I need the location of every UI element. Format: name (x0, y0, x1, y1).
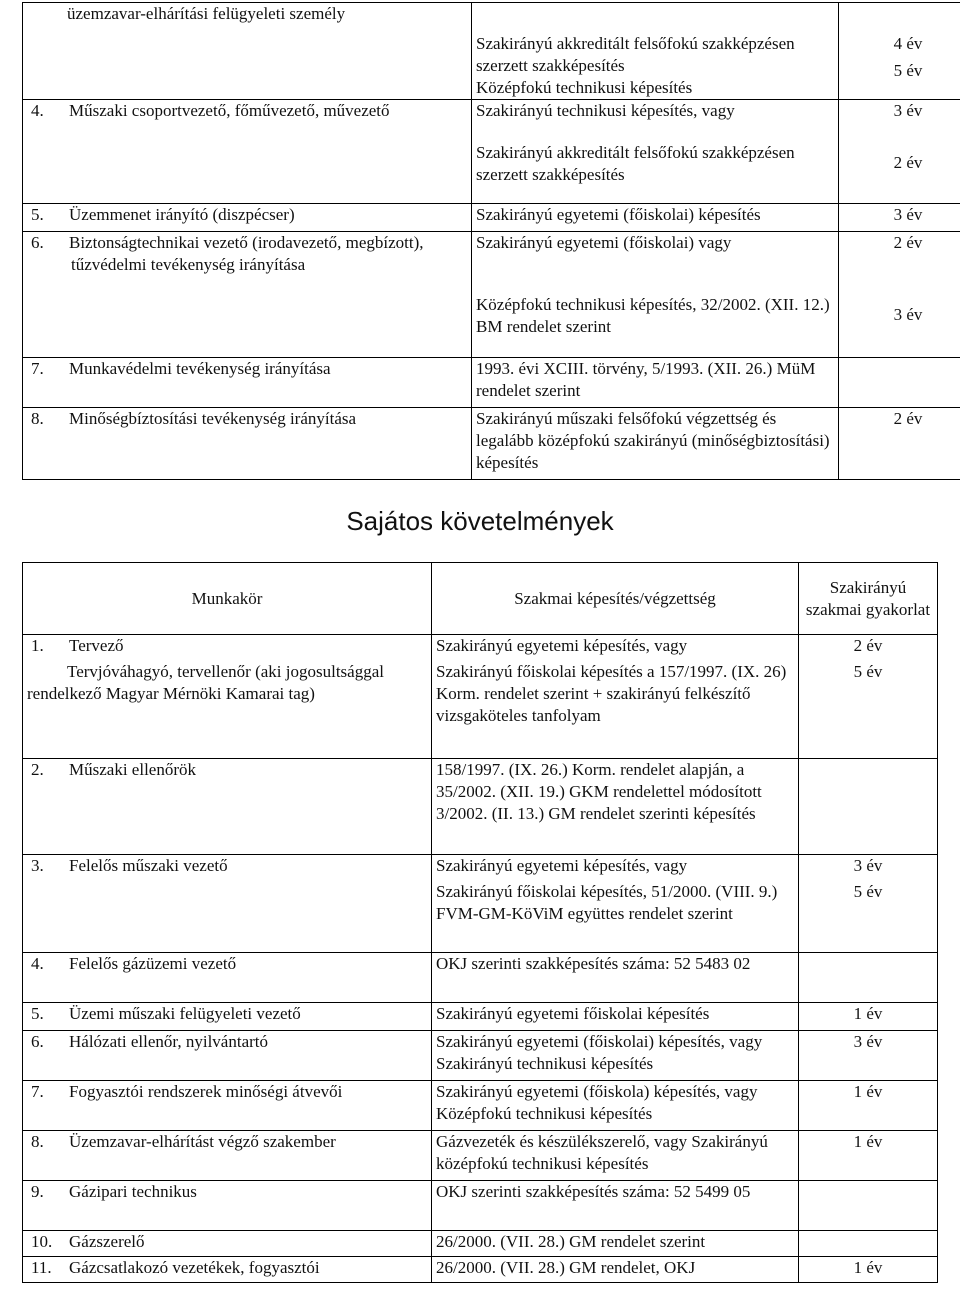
qualification-text: Szakirányú akkreditált felsőfokú szakképzésen szerzett szakképesítés (476, 34, 795, 75)
job-cell (23, 358, 472, 408)
qualification-text: Szakirányú műszaki felsőfokú végzettség és legalább középfokú szakirányú (minőségbiztosítási) képesítés (476, 409, 830, 472)
table-row (23, 1031, 938, 1081)
job-cell (23, 953, 432, 1003)
qualification-cell (472, 3, 839, 100)
job-title: Hálózati ellenőr, nyilvántartó (69, 1032, 268, 1051)
job-cell (23, 855, 432, 953)
job-cell (23, 1081, 432, 1131)
row-number: 5. (31, 1004, 44, 1023)
table-header-row (23, 563, 938, 635)
row-number: 10. (31, 1232, 53, 1251)
job-cell (23, 1003, 432, 1031)
job-subtitle-text: Tervjóváhagyó, tervellenőr (aki jogosultsággal rendelkező Magyar Mérnöki Kamarai tag) (27, 662, 384, 703)
job-title: Gázipari technikus (69, 1182, 197, 1201)
experience-cell (799, 855, 938, 953)
qualification-text: Szakirányú technikusi képesítés, vagy (476, 101, 735, 120)
experience-value: 3 év (853, 1032, 883, 1051)
qualification-text: Szakirányú egyetemi (főiskolai) képesítés (476, 205, 761, 224)
table-row (23, 855, 938, 953)
qualification-text: 26/2000. (VII. 28.) GM rendelet szerint (436, 1232, 706, 1251)
table-row (23, 953, 938, 1003)
job-cell (23, 100, 472, 204)
job-subtitle (27, 661, 427, 705)
experience-value: 2 év (893, 233, 923, 252)
table-row (23, 1257, 938, 1283)
qualification-cell (432, 1031, 799, 1081)
qualification-text: OKJ szerinti szakképesítés száma: 52 5499 05 (436, 1182, 751, 1201)
experience-cell (799, 635, 938, 759)
job-title: Minőségbíztosítási tevékenység irányítása (69, 409, 357, 428)
qualification-cell (432, 759, 799, 855)
job-cell (23, 1181, 432, 1231)
table-row (23, 408, 960, 480)
table-row (23, 759, 938, 855)
job-title: Üzemzavar-elhárítást végző szakember (69, 1132, 336, 1151)
qualification-cell (432, 1257, 799, 1283)
special-requirements-table (22, 562, 938, 1283)
experience-value: 5 év (853, 662, 883, 681)
job-title: Műszaki csoportvezető, főművezető, művezető (69, 101, 390, 120)
qualification-text: Szakirányú egyetemi képesítés, vagy (436, 636, 688, 655)
header-qualification: Szakmai képesítés/végzettség (432, 563, 799, 635)
qualification-text: Gázvezeték és készülékszerelő, vagy Szakirányú középfokú technikusi képesítés (436, 1132, 768, 1173)
qualification-cell (432, 855, 799, 953)
table-row (23, 1181, 938, 1231)
experience-cell (839, 232, 960, 358)
table-row (23, 1003, 938, 1031)
experience-value: 1 év (853, 1258, 883, 1277)
job-title: Fogyasztói rendszerek minőségi átvevői (69, 1082, 343, 1101)
table-row (23, 1131, 938, 1181)
experience-value: 3 év (853, 856, 883, 875)
qualification-cell (432, 1181, 799, 1231)
row-number: 4. (31, 101, 44, 120)
experience-cell (799, 1031, 938, 1081)
experience-value: 3 év (893, 305, 923, 324)
job-cell (23, 1031, 432, 1081)
row-number: 1. (31, 636, 44, 655)
table-row (23, 204, 960, 232)
experience-cell (839, 100, 960, 204)
job-title: Műszaki ellenőrök (69, 760, 196, 779)
experience-value: 2 év (853, 636, 883, 655)
job-title: Felelős gázüzemi vezető (69, 954, 237, 973)
experience-value: 2 év (893, 153, 923, 172)
qualification-cell (432, 635, 799, 759)
row-number: 8. (31, 409, 44, 428)
experience-value: 3 év (893, 205, 923, 224)
row-number: 6. (31, 233, 44, 252)
table-row (23, 1231, 938, 1257)
qualification-text: 26/2000. (VII. 28.) GM rendelet, OKJ (436, 1258, 696, 1277)
job-title: Biztonságtechnikai vezető (irodavezető, megbízott), tűzvédelmi tevékenység irányítása (69, 233, 424, 274)
experience-cell (799, 1003, 938, 1031)
qualification-cell (472, 100, 839, 204)
section-title: Sajátos követelmények (346, 506, 614, 536)
job-title: Üzemmenet irányító (diszpécser) (69, 205, 295, 224)
qualification-text: Szakirányú egyetemi (főiskola) képesítés, vagy Középfokú technikusi képesítés (436, 1082, 758, 1123)
experience-value: 1 év (853, 1082, 883, 1101)
job-title: Felelős műszaki vezető (69, 856, 228, 875)
job-cell (23, 204, 472, 232)
table-row (23, 358, 960, 408)
experience-cell (839, 204, 960, 232)
row-number: 8. (31, 1132, 44, 1151)
job-title: Gázcsatlakozó vezetékek, fogyasztói (69, 1258, 320, 1277)
qualification-text: 158/1997. (IX. 26.) Korm. rendelet alapján, a 35/2002. (XII. 19.) GKM rendelettel módosított 3/2002. (II. 13.) GM rendelet szerinti képesítés (436, 760, 762, 823)
qualification-cell (432, 1081, 799, 1131)
qualification-text: Szakirányú akkreditált felsőfokú szakképzésen szerzett szakképesítés (476, 143, 795, 184)
qualification-text: 1993. évi XCIII. törvény, 5/1993. (XII. 26.) MüM rendelet szerint (476, 359, 816, 400)
table-row (23, 635, 938, 759)
header-experience: Szakirányú szakmai gyakorlat (799, 563, 938, 635)
row-number: 7. (31, 1082, 44, 1101)
header-job: Munkakör (23, 563, 432, 635)
row-number: 7. (31, 359, 44, 378)
qualification-cell (432, 1231, 799, 1257)
job-cell (23, 3, 472, 100)
job-cell (23, 635, 432, 759)
job-title: Üzemi műszaki felügyeleti vezető (69, 1004, 301, 1023)
requirements-table-continued (22, 2, 960, 480)
job-title: Munkavédelmi tevékenység irányítása (69, 359, 331, 378)
qualification-cell (472, 232, 839, 358)
experience-cell (799, 953, 938, 1003)
qualification-text: Szakirányú egyetemi képesítés, vagy (436, 856, 688, 875)
experience-value: 1 év (853, 1132, 883, 1151)
qualification-cell (432, 1003, 799, 1031)
job-title: Gázszerelő (69, 1232, 145, 1251)
experience-value: 2 év (893, 409, 923, 428)
job-cell (23, 759, 432, 855)
experience-value: 1 év (853, 1004, 883, 1023)
qualification-text: Szakirányú főiskolai képesítés a 157/1997. (IX. 26) Korm. rendelet szerint + szakirányú felkészítő vizsgaköteles tanfolyam (436, 662, 787, 725)
table-row (23, 232, 960, 358)
row-number: 4. (31, 954, 44, 973)
job-cell (23, 1257, 432, 1283)
job-title: Tervező (69, 636, 124, 655)
experience-cell (799, 1181, 938, 1231)
table-row (23, 3, 960, 100)
experience-cell (839, 408, 960, 480)
experience-cell (839, 3, 960, 100)
table-row (23, 100, 960, 204)
job-cell (23, 1131, 432, 1181)
experience-value: 3 év (893, 101, 923, 120)
row-number: 3. (31, 856, 44, 875)
qualification-text: Szakirányú egyetemi (főiskolai) képesítés, vagy Szakirányú technikusi képesítés (436, 1032, 763, 1073)
row-number: 9. (31, 1182, 44, 1201)
qualification-text: Középfokú technikusi képesítés, 32/2002. (XII. 12.) BM rendelet szerint (476, 295, 830, 336)
job-title: üzemzavar-elhárítási felügyeleti személy (67, 4, 346, 23)
row-number: 6. (31, 1032, 44, 1051)
experience-value: 5 év (893, 61, 923, 80)
qualification-cell (432, 1131, 799, 1181)
experience-cell (799, 759, 938, 855)
row-number: 2. (31, 760, 44, 779)
job-cell (23, 232, 472, 358)
qualification-cell (472, 204, 839, 232)
row-number: 11. (31, 1258, 52, 1277)
qualification-text: OKJ szerinti szakképesítés száma: 52 5483 02 (436, 954, 751, 973)
qualification-text: Szakirányú főiskolai képesítés, 51/2000. (VIII. 9.) FVM-GM-KöViM együttes rendelet szerint (436, 882, 778, 923)
job-cell (23, 1231, 432, 1257)
table-row (23, 1081, 938, 1131)
experience-value: 5 év (853, 882, 883, 901)
experience-cell (799, 1081, 938, 1131)
experience-value: 4 év (893, 34, 923, 53)
qualification-text: Szakirányú egyetemi főiskolai képesítés (436, 1004, 710, 1023)
experience-cell (839, 358, 960, 408)
job-cell (23, 408, 472, 480)
qualification-cell (472, 358, 839, 408)
qualification-text: Középfokú technikusi képesítés (476, 78, 693, 97)
qualification-cell (432, 953, 799, 1003)
row-number: 5. (31, 205, 44, 224)
qualification-text: Szakirányú egyetemi (főiskolai) vagy (476, 233, 732, 252)
qualification-cell (472, 408, 839, 480)
experience-cell (799, 1231, 938, 1257)
experience-cell (799, 1257, 938, 1283)
experience-cell (799, 1131, 938, 1181)
